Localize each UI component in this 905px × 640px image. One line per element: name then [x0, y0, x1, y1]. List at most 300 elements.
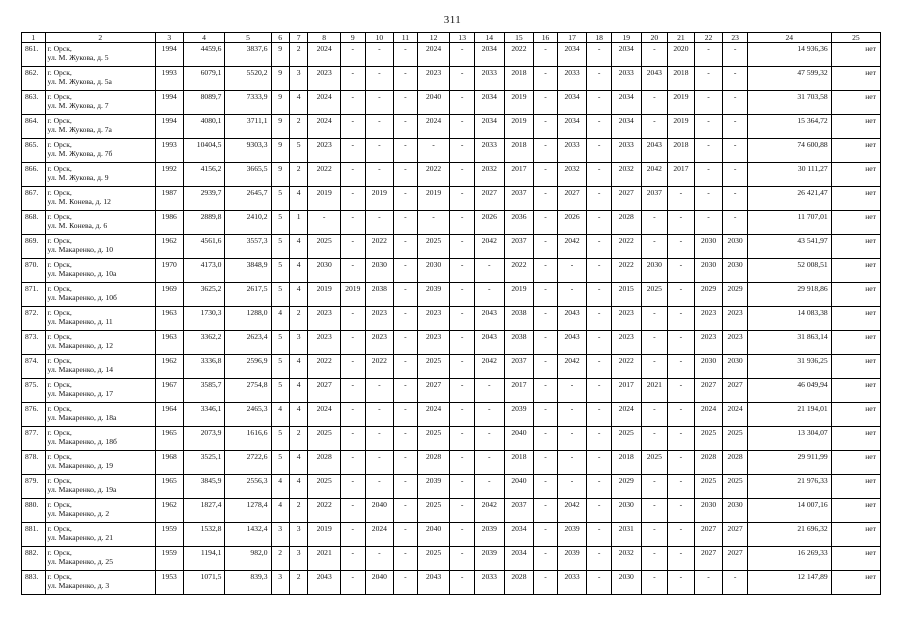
address-cell: г. Орск, ул. М. Жукова, д. 5	[45, 43, 155, 67]
table-cell: 2040	[504, 475, 534, 499]
column-header: 7	[289, 33, 307, 43]
table-cell: 2	[289, 163, 307, 187]
table-row	[22, 475, 881, 499]
table-cell: 2024	[308, 115, 341, 139]
table-cell: -	[341, 211, 366, 235]
table-cell: -	[450, 331, 475, 355]
table-cell: -	[723, 571, 748, 595]
table-cell: 2019	[668, 115, 695, 139]
table-cell: 5	[271, 211, 289, 235]
table-cell: -	[341, 499, 366, 523]
area-cell: 3525,1	[183, 451, 225, 475]
table-cell: 1959	[155, 547, 183, 571]
table-cell: 2033	[611, 67, 641, 91]
table-cell: 2022	[308, 499, 341, 523]
housing-register-table	[21, 32, 881, 595]
table-cell: 2030	[694, 235, 723, 259]
table-cell: 2019	[417, 187, 450, 211]
table-cell: 2042	[557, 235, 587, 259]
table-cell: 2043	[308, 571, 341, 595]
address-cell: г. Орск, ул. Макаренко, д. 21	[45, 523, 155, 547]
table-cell: 9	[271, 115, 289, 139]
table-cell: 2039	[557, 523, 587, 547]
cost-cell: 21 976,33	[747, 475, 831, 499]
table-cell: -	[450, 259, 475, 283]
table-cell: -	[723, 43, 748, 67]
table-cell: 4	[289, 379, 307, 403]
table-cell: 2022	[365, 235, 394, 259]
table-cell: -	[341, 331, 366, 355]
table-cell: 2030	[723, 499, 748, 523]
table-cell: -	[587, 259, 612, 283]
table-row	[22, 571, 881, 595]
column-header: 4	[183, 33, 225, 43]
table-cell: -	[534, 427, 558, 451]
table-cell: -	[341, 475, 366, 499]
table-row	[22, 235, 881, 259]
column-header: 2	[45, 33, 155, 43]
table-cell: 9	[271, 163, 289, 187]
table-cell: 2025	[308, 427, 341, 451]
table-cell: 1963	[155, 307, 183, 331]
table-cell: -	[474, 283, 504, 307]
table-cell: 1992	[155, 163, 183, 187]
table-cell: -	[587, 235, 612, 259]
table-cell: 4	[271, 475, 289, 499]
table-cell: -	[587, 571, 612, 595]
table-cell: 2033	[474, 139, 504, 163]
table-cell: -	[534, 403, 558, 427]
cost-cell: 14 007,16	[747, 499, 831, 523]
table-cell: 2027	[308, 379, 341, 403]
table-cell: -	[450, 451, 475, 475]
table-cell: 2	[289, 499, 307, 523]
table-cell: -	[641, 427, 668, 451]
table-cell: 2042	[641, 163, 668, 187]
table-cell: -	[534, 379, 558, 403]
table-cell: 2023	[723, 307, 748, 331]
table-cell: -	[557, 283, 587, 307]
table-cell: -	[557, 475, 587, 499]
column-number-header	[22, 33, 881, 43]
table-cell: -	[341, 67, 366, 91]
table-cell: 3	[289, 67, 307, 91]
table-cell: 2024	[308, 403, 341, 427]
table-cell: -	[394, 187, 418, 211]
table-cell: 2043	[557, 307, 587, 331]
table-cell: -	[668, 523, 695, 547]
table-cell: 5	[271, 331, 289, 355]
table-cell: 2025	[611, 427, 641, 451]
area-cell: 2465,3	[225, 403, 271, 427]
column-header: 11	[394, 33, 418, 43]
table-cell: -	[723, 139, 748, 163]
table-cell: 2037	[504, 499, 534, 523]
area-cell: 6079,1	[183, 67, 225, 91]
status-cell: нет	[831, 451, 880, 475]
table-cell: -	[587, 211, 612, 235]
table-cell: -	[474, 403, 504, 427]
cost-cell: 29 911,99	[747, 451, 831, 475]
table-cell: -	[641, 331, 668, 355]
table-cell: 2034	[474, 43, 504, 67]
table-cell: 2033	[474, 67, 504, 91]
table-cell: -	[534, 307, 558, 331]
table-cell: -	[641, 571, 668, 595]
column-header: 21	[668, 33, 695, 43]
area-cell: 1278,4	[225, 499, 271, 523]
table-cell: 2034	[611, 91, 641, 115]
status-cell: нет	[831, 91, 880, 115]
table-cell: 2037	[504, 235, 534, 259]
table-cell: -	[534, 187, 558, 211]
table-cell: -	[557, 403, 587, 427]
area-cell: 839,3	[225, 571, 271, 595]
table-cell: 1962	[155, 499, 183, 523]
table-cell: 2023	[308, 67, 341, 91]
column-header: 15	[504, 33, 534, 43]
table-cell: 2015	[611, 283, 641, 307]
table-cell: -	[365, 211, 394, 235]
table-cell: 2042	[474, 235, 504, 259]
column-header: 20	[641, 33, 668, 43]
table-cell: 2	[289, 571, 307, 595]
cost-cell: 31 936,25	[747, 355, 831, 379]
table-cell: 9	[271, 67, 289, 91]
table-cell: -	[534, 259, 558, 283]
cost-cell: 12 147,89	[747, 571, 831, 595]
table-cell: 2025	[694, 475, 723, 499]
table-cell: 1959	[155, 523, 183, 547]
status-cell: нет	[831, 115, 880, 139]
area-cell: 1288,0	[225, 307, 271, 331]
table-cell: 2025	[417, 547, 450, 571]
table-cell: 2023	[417, 331, 450, 355]
status-cell: нет	[831, 475, 880, 499]
table-cell: -	[341, 139, 366, 163]
table-cell: -	[450, 307, 475, 331]
table-cell: -	[450, 571, 475, 595]
column-header: 3	[155, 33, 183, 43]
table-cell: 2022	[611, 235, 641, 259]
table-cell: 2021	[641, 379, 668, 403]
table-cell: 1962	[155, 355, 183, 379]
table-cell: 2036	[504, 211, 534, 235]
table-cell: -	[341, 523, 366, 547]
table-cell: 4	[289, 91, 307, 115]
table-cell: -	[394, 451, 418, 475]
table-cell: -	[534, 211, 558, 235]
table-cell: -	[534, 523, 558, 547]
table-cell: 1970	[155, 259, 183, 283]
table-cell: 2019	[341, 283, 366, 307]
table-cell: -	[668, 571, 695, 595]
table-cell: -	[394, 211, 418, 235]
cost-cell: 15 364,72	[747, 115, 831, 139]
status-cell: нет	[831, 571, 880, 595]
table-cell: 4	[289, 403, 307, 427]
status-cell: нет	[831, 523, 880, 547]
table-cell: 2028	[504, 571, 534, 595]
table-cell: 2034	[557, 43, 587, 67]
table-cell: 2040	[365, 499, 394, 523]
table-cell: 2017	[504, 379, 534, 403]
table-cell: 2023	[308, 331, 341, 355]
table-cell: -	[394, 115, 418, 139]
table-cell: -	[450, 43, 475, 67]
table-cell: -	[723, 115, 748, 139]
table-cell: 1964	[155, 403, 183, 427]
table-cell: 2024	[417, 403, 450, 427]
cost-cell: 46 049,94	[747, 379, 831, 403]
table-cell: 2030	[723, 355, 748, 379]
table-cell: 2039	[504, 403, 534, 427]
table-cell: -	[557, 379, 587, 403]
table-cell: -	[587, 43, 612, 67]
table-cell: -	[587, 283, 612, 307]
table-cell: -	[394, 259, 418, 283]
table-cell: -	[668, 307, 695, 331]
table-cell: 2025	[723, 475, 748, 499]
table-cell: -	[341, 379, 366, 403]
table-cell: 1968	[155, 451, 183, 475]
table-cell: 2023	[308, 307, 341, 331]
table-cell: 2018	[504, 451, 534, 475]
table-cell: 2030	[723, 235, 748, 259]
area-cell: 1827,4	[183, 499, 225, 523]
table-row	[22, 403, 881, 427]
table-row	[22, 499, 881, 523]
table-cell: 2032	[611, 163, 641, 187]
table-cell: -	[534, 547, 558, 571]
area-cell: 7333,9	[225, 91, 271, 115]
address-cell: г. Орск, ул. Макаренко, д. 19	[45, 451, 155, 475]
area-cell: 3346,1	[183, 403, 225, 427]
table-cell: -	[394, 67, 418, 91]
table-cell: -	[394, 379, 418, 403]
table-cell: -	[365, 427, 394, 451]
address-cell: г. Орск, ул. М. Жукова, д. 7б	[45, 139, 155, 163]
table-cell: 4	[289, 475, 307, 499]
table-cell: 4	[271, 307, 289, 331]
table-cell: -	[668, 331, 695, 355]
status-cell: нет	[831, 187, 880, 211]
row-number: 862.	[22, 67, 46, 91]
table-cell: -	[394, 91, 418, 115]
table-cell: -	[534, 283, 558, 307]
table-cell: -	[534, 571, 558, 595]
area-cell: 3711,1	[225, 115, 271, 139]
table-cell: 2017	[668, 163, 695, 187]
table-cell: -	[668, 403, 695, 427]
table-cell: 2028	[417, 451, 450, 475]
table-cell: 5	[271, 283, 289, 307]
table-cell: 3	[289, 547, 307, 571]
table-cell: -	[557, 451, 587, 475]
table-cell: 2	[289, 307, 307, 331]
table-cell: -	[394, 547, 418, 571]
area-cell: 2623,4	[225, 331, 271, 355]
column-header: 5	[225, 33, 271, 43]
table-cell: -	[474, 451, 504, 475]
table-cell: -	[694, 163, 723, 187]
area-cell: 4561,6	[183, 235, 225, 259]
table-cell: 2037	[641, 187, 668, 211]
address-cell: г. Орск, ул. М. Конева, д. 12	[45, 187, 155, 211]
table-cell: 2025	[308, 235, 341, 259]
table-cell: 4	[289, 283, 307, 307]
area-cell: 3837,6	[225, 43, 271, 67]
area-cell: 2889,8	[183, 211, 225, 235]
table-cell: -	[587, 547, 612, 571]
table-cell: 2029	[723, 283, 748, 307]
table-cell: -	[394, 307, 418, 331]
table-cell: -	[668, 379, 695, 403]
table-cell: -	[365, 451, 394, 475]
table-cell: -	[450, 211, 475, 235]
table-cell: 2030	[694, 499, 723, 523]
table-cell: 2040	[417, 523, 450, 547]
table-cell: 3	[271, 571, 289, 595]
table-cell: -	[534, 115, 558, 139]
table-cell: 2023	[308, 139, 341, 163]
table-cell: 2029	[694, 283, 723, 307]
cost-cell: 31 863,14	[747, 331, 831, 355]
table-cell: 2034	[557, 115, 587, 139]
table-cell: 2043	[474, 331, 504, 355]
column-header: 22	[694, 33, 723, 43]
table-cell: 2039	[474, 547, 504, 571]
table-cell: -	[341, 259, 366, 283]
table-cell: -	[587, 403, 612, 427]
table-cell: -	[341, 163, 366, 187]
table-cell: 2034	[611, 115, 641, 139]
table-cell: -	[641, 547, 668, 571]
row-number: 881.	[22, 523, 46, 547]
table-cell: 2039	[557, 547, 587, 571]
address-cell: г. Орск, ул. М. Жукова, д. 7а	[45, 115, 155, 139]
area-cell: 3336,8	[183, 355, 225, 379]
table-cell: 2019	[668, 91, 695, 115]
address-cell: г. Орск, ул. Макаренко, д. 10	[45, 235, 155, 259]
address-cell: г. Орск, ул. Макаренко, д. 14	[45, 355, 155, 379]
row-number: 863.	[22, 91, 46, 115]
table-cell: 2018	[504, 67, 534, 91]
address-cell: г. Орск, ул. М. Жукова, д. 5а	[45, 67, 155, 91]
table-cell: -	[534, 163, 558, 187]
table-cell: 2033	[611, 139, 641, 163]
row-number: 866.	[22, 163, 46, 187]
table-cell: -	[341, 43, 366, 67]
table-cell: 4	[289, 259, 307, 283]
table-cell: -	[587, 139, 612, 163]
address-cell: г. Орск, ул. Макаренко, д. 17	[45, 379, 155, 403]
table-cell: 2027	[723, 547, 748, 571]
area-cell: 982,0	[225, 547, 271, 571]
table-cell: 2033	[557, 571, 587, 595]
address-cell: г. Орск, ул. Макаренко, д. 11	[45, 307, 155, 331]
column-header: 19	[611, 33, 641, 43]
column-header: 14	[474, 33, 504, 43]
area-cell: 10404,5	[183, 139, 225, 163]
table-cell: -	[450, 403, 475, 427]
address-cell: г. Орск, ул. Макаренко, д. 19а	[45, 475, 155, 499]
row-number: 872.	[22, 307, 46, 331]
row-number: 870.	[22, 259, 46, 283]
table-cell: 5	[271, 379, 289, 403]
area-cell: 3845,9	[183, 475, 225, 499]
table-cell: 3	[289, 331, 307, 355]
table-cell: 2019	[308, 187, 341, 211]
table-cell: 3	[289, 523, 307, 547]
table-cell: 2030	[611, 499, 641, 523]
table-cell: 2025	[417, 427, 450, 451]
table-cell: -	[641, 499, 668, 523]
table-cell: -	[694, 571, 723, 595]
table-cell: -	[474, 259, 504, 283]
table-cell: 2042	[557, 355, 587, 379]
table-cell: -	[641, 355, 668, 379]
table-cell: 2042	[557, 499, 587, 523]
area-cell: 2645,7	[225, 187, 271, 211]
table-cell: -	[641, 235, 668, 259]
table-cell: -	[641, 43, 668, 67]
table-cell: -	[365, 163, 394, 187]
table-cell: 1993	[155, 67, 183, 91]
address-cell: г. Орск, ул. М. Конева, д. 6	[45, 211, 155, 235]
area-cell: 1532,8	[183, 523, 225, 547]
area-cell: 1616,6	[225, 427, 271, 451]
table-cell: 2022	[308, 355, 341, 379]
table-cell: 2030	[723, 259, 748, 283]
table-cell: -	[450, 67, 475, 91]
table-cell: 2043	[641, 67, 668, 91]
table-cell: 9	[271, 91, 289, 115]
area-cell: 9303,3	[225, 139, 271, 163]
area-cell: 3585,7	[183, 379, 225, 403]
cost-cell: 14 083,38	[747, 307, 831, 331]
table-cell: 2027	[723, 379, 748, 403]
table-cell: 1963	[155, 331, 183, 355]
table-cell: -	[668, 499, 695, 523]
row-number: 880.	[22, 499, 46, 523]
table-cell: 2027	[417, 379, 450, 403]
table-cell: -	[394, 355, 418, 379]
table-cell: 2024	[417, 43, 450, 67]
table-cell: 2018	[504, 139, 534, 163]
cost-cell: 21 696,32	[747, 523, 831, 547]
table-cell: -	[641, 475, 668, 499]
table-cell: 2030	[694, 259, 723, 283]
table-cell: -	[341, 307, 366, 331]
table-cell: 5	[271, 259, 289, 283]
row-number: 874.	[22, 355, 46, 379]
status-cell: нет	[831, 67, 880, 91]
table-cell: -	[587, 451, 612, 475]
row-number: 875.	[22, 379, 46, 403]
table-cell: 1965	[155, 475, 183, 499]
table-row	[22, 115, 881, 139]
table-cell: 2031	[611, 523, 641, 547]
table-cell: 2030	[417, 259, 450, 283]
page-number: 311	[443, 14, 462, 26]
table-cell: 2027	[694, 523, 723, 547]
address-cell: г. Орск, ул. Макаренко, д. 10б	[45, 283, 155, 307]
table-cell: 2024	[694, 403, 723, 427]
table-row	[22, 43, 881, 67]
status-cell: нет	[831, 43, 880, 67]
table-cell: 1994	[155, 115, 183, 139]
